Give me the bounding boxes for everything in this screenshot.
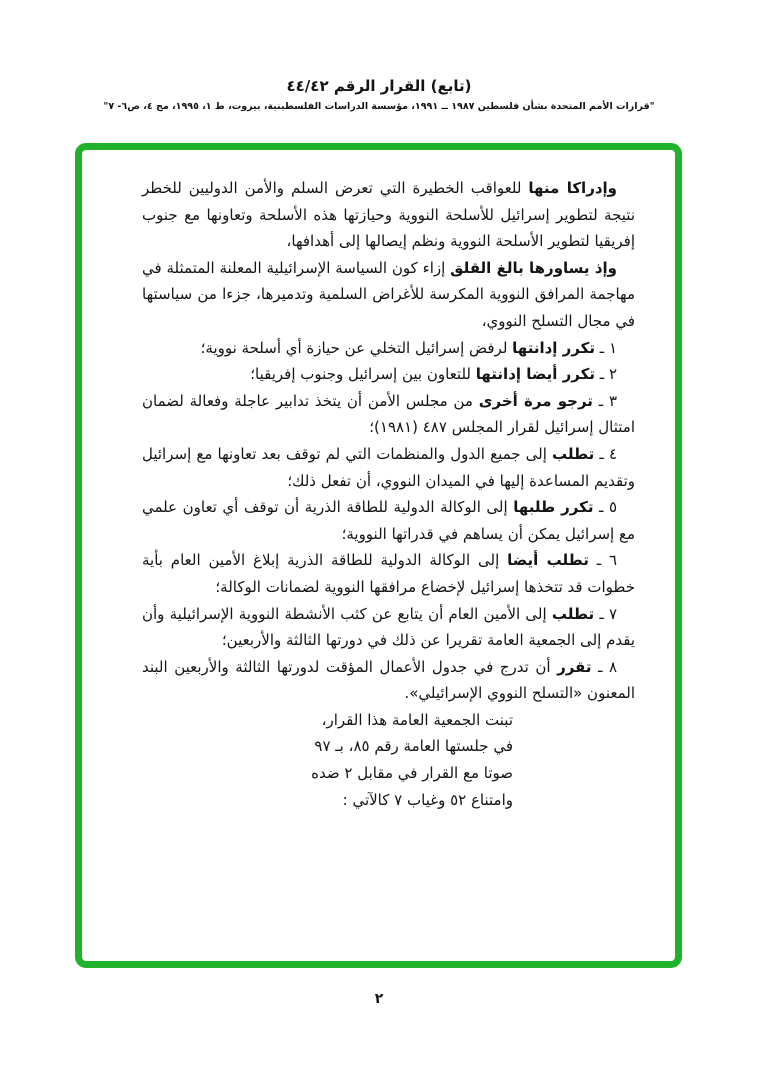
- item-number: ٥ ـ: [593, 498, 617, 517]
- adoption-note-line: تبنت الجمعية العامة هذا القرار،: [321, 710, 513, 729]
- item-operative-phrase: تطلب أيضا: [507, 551, 589, 570]
- item-number: ١ ـ: [595, 338, 617, 357]
- page-number: ٢: [374, 991, 384, 1007]
- preamble-lead-phrase: وإدراكا منها: [528, 179, 617, 197]
- item-operative-phrase: تكرر طلبها: [513, 498, 594, 517]
- item-text: إلى الوكالة الدولية للطاقة الذرية إبلاغ الأمين العام بأية خطوات قد تتخذها إسرائيل لإخضاع مرافقها النووية لضمانات الوكالة؛: [142, 551, 635, 596]
- source-citation-line: "قرارات الأمم المتحدة بشأن فلسطين ١٩٨٧ ــ ١٩٩١، مؤسسة الدراسات الفلسطينية، بيروت، ط ١، ١٩٩٥، مج ٤، ص٦- ٧": [103, 101, 655, 112]
- adoption-note-line: صوتا مع القرار في مقابل ٢ ضده: [311, 764, 513, 783]
- adoption-note-line: في جلستها العامة رقم ٨٥، بـ ٩٧: [314, 737, 513, 756]
- item-number: ٢ ـ: [595, 365, 617, 384]
- preamble-paragraph: [142, 255, 635, 335]
- preamble-text: للعواقب الخطيرة التي تعرض السلم والأمن الدوليين للخطر نتيجة لتطوير إسرائيل للأسلحة النووية وحيازتها هذه الأسلحة وتعاونها مع جنوب إفريقيا لتطوير الأسلحة النووية ونظم إيصالها إلى أهدافها،: [142, 179, 635, 251]
- item-text: من مجلس الأمن أن يتخذ تدابير عاجلة وفعالة لضمان امتثال إسرائيل لقرار المجلس ٤٨٧ (١٩٨١)؛: [142, 391, 635, 437]
- operative-item-3: [142, 388, 635, 441]
- preamble-text: إزاء كون السياسة الإسرائيلية المعلنة المتمثلة في مهاجمة المرافق النووية المكرسة للأغراض السلمية وتدميرها، جزءا من سياستها في مجال التسلح النووي،: [142, 258, 635, 330]
- item-text: إلى الوكالة الدولية للطاقة الذرية أن توقف أي تعاون علمي مع إسرائيل يمكن أن يساهم في قدراتها النووية؛: [142, 498, 635, 543]
- operative-item-2: [142, 361, 635, 388]
- operative-item-1: [142, 335, 635, 362]
- preamble-paragraph: [142, 175, 635, 255]
- item-operative-phrase: تطلب: [551, 604, 595, 623]
- preamble-lead-phrase: وإذ يساورها بالغ القلق: [450, 258, 617, 277]
- item-text: لرفض إسرائيل التخلي عن حيازة أي أسلحة نووية؛: [200, 338, 513, 357]
- item-operative-phrase: تكرر إدانتها: [512, 338, 595, 357]
- operative-item-4: [142, 441, 635, 494]
- resolution-body: [82, 150, 675, 813]
- item-number: ٤ ـ: [594, 444, 617, 463]
- page-title: (تابع) القرار الرقم ٤٤/٤٢: [286, 77, 472, 95]
- item-number: ٣ ـ: [592, 391, 617, 410]
- item-text: للتعاون بين إسرائيل وجنوب إفريقيا؛: [250, 365, 476, 384]
- item-text: أن تدرج في جدول الأعمال المؤقت لدورتها الثالثة والأربعين البند المعنون «التسلح النووي الإسرائيلي».: [142, 657, 635, 703]
- item-number: ٨ ـ: [591, 657, 617, 676]
- item-text: إلى جميع الدول والمنظمات التي لم توقف بعد تعاونها مع إسرائيل وتقديم المساعدة إليها في الميدان النووي، أن تفعل ذلك؛: [142, 444, 635, 490]
- green-frame: [75, 143, 682, 968]
- item-operative-phrase: تكرر أيضا إدانتها: [475, 365, 595, 384]
- item-operative-phrase: ترجو مرة أخرى: [478, 391, 593, 410]
- adoption-note-line: وامتناع ٥٢ وغياب ٧ كالآتي :: [342, 790, 513, 809]
- item-operative-phrase: تقرر: [557, 657, 592, 676]
- operative-item-8: [142, 654, 635, 707]
- item-text: إلى الأمين العام أن يتابع عن كثب الأنشطة النووية الإسرائيلية وأن يقدم إلى الجمعية العامة تقريرا عن ذلك في دورتها الثالثة والأربعين؛: [142, 604, 635, 650]
- operative-item-6: [142, 547, 635, 600]
- operative-item-7: [142, 601, 635, 654]
- item-operative-phrase: تطلب: [552, 444, 595, 463]
- item-number: ٦ ـ: [588, 551, 617, 570]
- item-number: ٧ ـ: [594, 604, 617, 623]
- operative-item-5: [142, 494, 635, 547]
- adoption-note: [142, 707, 635, 813]
